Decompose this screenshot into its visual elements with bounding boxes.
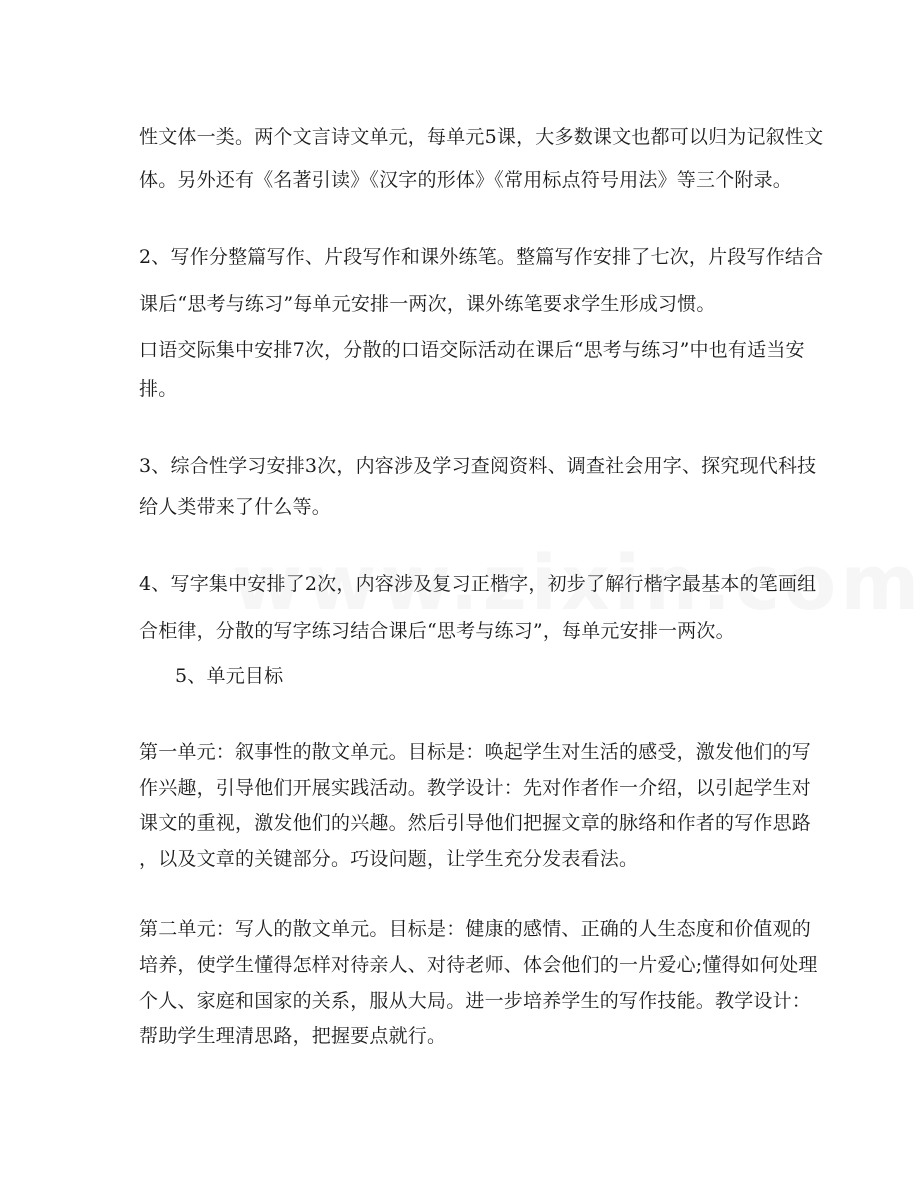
- paragraph-8-line-4: 帮助学生理清思路，把握要点就行。: [139, 1025, 447, 1047]
- paragraph-1-line-2: 体。另外还有《名著引读》《汉字的形体》《常用标点符号用法》等三个附录。: [139, 169, 793, 191]
- paragraph-8-line-3: 个人、家庭和国家的关系，服从大局。进一步培养学生的写作技能。教学设计：: [139, 990, 812, 1012]
- paragraph-3-line-1: 口语交际集中安排7次，分散的口语交际活动在课后“思考与练习”中也有适当安: [139, 339, 805, 361]
- paragraph-4-line-1: 3、综合性学习安排3次，内容涉及学习查阅资料、调查社会用字、探究现代科技: [139, 455, 817, 477]
- paragraph-2-line-2: 课后“思考与练习”每单元安排一两次，课外练笔要求学生形成习惯。: [139, 293, 716, 315]
- paragraph-8-line-1: 第二单元：写人的散文单元。目标是：健康的感情、正确的人生态度和价值观的: [139, 918, 812, 940]
- section-heading: 5、单元目标: [175, 665, 284, 687]
- paragraph-2-line-1: 2、写作分整篇写作、片段写作和课外练笔。整篇写作安排了七次，片段写作结合: [139, 246, 824, 268]
- paragraph-5-line-1: 4、写字集中安排了2次，内容涉及复习正楷字，初步了解行楷字最基本的笔画组: [139, 573, 817, 595]
- paragraph-8-line-2: 培养，使学生懂得怎样对待亲人、对待老师、体会他们的一片爱心;懂得如何处理: [139, 954, 818, 976]
- paragraph-5-line-2: 合柜律，分散的写字练习结合课后“思考与练习”，每单元安排一两次。: [139, 620, 735, 642]
- paragraph-7-line-3: 课文的重视，激发他们的兴趣。然后引导他们把握文章的脉络和作者的写作思路: [139, 812, 812, 834]
- paragraph-7-line-1: 第一单元：叙事性的散文单元。目标是：唤起学生对生活的感受，激发他们的写: [139, 741, 812, 763]
- paragraph-3-line-2: 排。: [139, 378, 178, 400]
- paragraph-7-line-4: ，以及文章的关键部分。巧设问题，让学生充分发表看法。: [139, 848, 639, 870]
- paragraph-1-line-1: 性文体一类。两个文言诗文单元，每单元5课，大多数课文也都可以归为记叙性文: [139, 126, 824, 148]
- paragraph-7-line-2: 作兴趣，引导他们开展实践活动。教学设计：先对作者作一介绍，以引起学生对: [139, 777, 812, 799]
- paragraph-4-line-2: 给人类带来了什么等。: [139, 496, 332, 518]
